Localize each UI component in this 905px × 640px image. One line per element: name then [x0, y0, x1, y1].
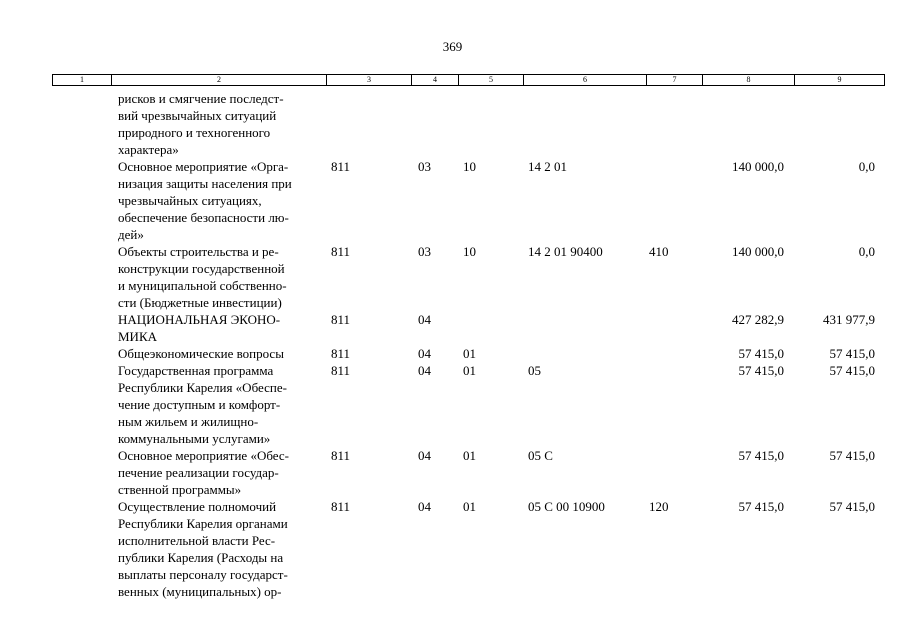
cell-subsection: 10 — [463, 244, 476, 259]
cell-amount-col8: 57 415,0 — [738, 363, 784, 378]
cell-section: 04 — [418, 448, 431, 463]
cell-expense-type: 120 — [649, 499, 669, 514]
page-number: 369 — [442, 39, 463, 54]
row-name: Государственная программа Республики Карелия «Обеспе- чение доступным и комфорт- ным жильем и жилищно- коммунальными услугами» — [118, 363, 287, 446]
cell-section: 03 — [418, 159, 431, 174]
row-name: рисков и смягчение последст- вий чрезвычайных ситуаций природного и техногенного характера» — [118, 91, 284, 157]
cell-amount-col8: 57 415,0 — [738, 346, 784, 361]
row-name: НАЦИОНАЛЬНАЯ ЭКОНО- МИКА — [118, 312, 281, 344]
cell-ministry-code: 811 — [331, 159, 351, 174]
row-name: Основное мероприятие «Обес- печение реализации государ- ственной программы» — [118, 448, 289, 497]
cell-target-article: 05 С — [528, 448, 553, 463]
table-row — [0, 345, 905, 362]
table-row — [0, 243, 905, 311]
cell-ministry-code: 811 — [331, 448, 351, 463]
cell-amount-col9: 0,0 — [858, 244, 875, 259]
table-row — [0, 447, 905, 498]
cell-amount-col9: 57 415,0 — [829, 448, 875, 463]
budget-table-body — [0, 90, 905, 600]
cell-section: 04 — [418, 346, 431, 361]
table-row — [0, 498, 905, 600]
cell-amount-col8: 57 415,0 — [738, 499, 784, 514]
cell-amount-col9: 57 415,0 — [829, 363, 875, 378]
table-row — [0, 362, 905, 447]
cell-subsection: 01 — [463, 499, 476, 514]
column-header-8: 8 — [703, 75, 795, 86]
cell-amount-col9: 57 415,0 — [829, 346, 875, 361]
cell-target-article: 05 С 00 10900 — [528, 499, 605, 514]
cell-section: 04 — [418, 363, 431, 378]
cell-target-article: 05 — [528, 363, 541, 378]
column-header-5: 5 — [459, 75, 524, 86]
column-header-7: 7 — [647, 75, 703, 86]
cell-subsection: 01 — [463, 346, 476, 361]
cell-amount-col9: 0,0 — [858, 159, 875, 174]
cell-amount-col9: 57 415,0 — [829, 499, 875, 514]
column-header-row — [52, 74, 885, 86]
cell-section: 03 — [418, 244, 431, 259]
cell-target-article: 14 2 01 — [528, 159, 567, 174]
cell-ministry-code: 811 — [331, 244, 351, 259]
table-row — [0, 311, 905, 345]
cell-amount-col8: 140 000,0 — [732, 159, 784, 174]
cell-amount-col8: 140 000,0 — [732, 244, 784, 259]
row-name: Осуществление полномочий Республики Карелия органами исполнительной власти Рес- публики Карелия (Расходы на выплаты персоналу государст- венных (муниципальных) ор- — [118, 499, 288, 599]
table-row — [0, 90, 905, 158]
column-header-1: 1 — [53, 75, 112, 86]
cell-subsection: 01 — [463, 363, 476, 378]
cell-target-article: 14 2 01 90400 — [528, 244, 603, 259]
cell-section: 04 — [418, 499, 431, 514]
column-header-2: 2 — [112, 75, 327, 86]
cell-amount-col8: 427 282,9 — [732, 312, 784, 327]
cell-amount-col9: 431 977,9 — [823, 312, 875, 327]
table-row — [0, 158, 905, 243]
cell-ministry-code: 811 — [331, 363, 351, 378]
cell-ministry-code: 811 — [331, 346, 351, 361]
row-name: Основное мероприятие «Орга- низация защиты населения при чрезвычайных ситуациях, обеспечение безопасности лю- дей» — [118, 159, 292, 242]
column-header-4: 4 — [412, 75, 459, 86]
column-header-6: 6 — [524, 75, 647, 86]
cell-section: 04 — [418, 312, 431, 327]
column-header-9: 9 — [795, 75, 885, 86]
row-name: Объекты строительства и ре- конструкции государственной и муниципальной собственно- сти (Бюджетные инвестиции) — [118, 244, 287, 310]
cell-amount-col8: 57 415,0 — [738, 448, 784, 463]
cell-subsection: 01 — [463, 448, 476, 463]
cell-ministry-code: 811 — [331, 312, 351, 327]
cell-expense-type: 410 — [649, 244, 669, 259]
cell-subsection: 10 — [463, 159, 476, 174]
column-header-3: 3 — [327, 75, 412, 86]
cell-ministry-code: 811 — [331, 499, 351, 514]
row-name: Общеэкономические вопросы — [118, 346, 284, 361]
